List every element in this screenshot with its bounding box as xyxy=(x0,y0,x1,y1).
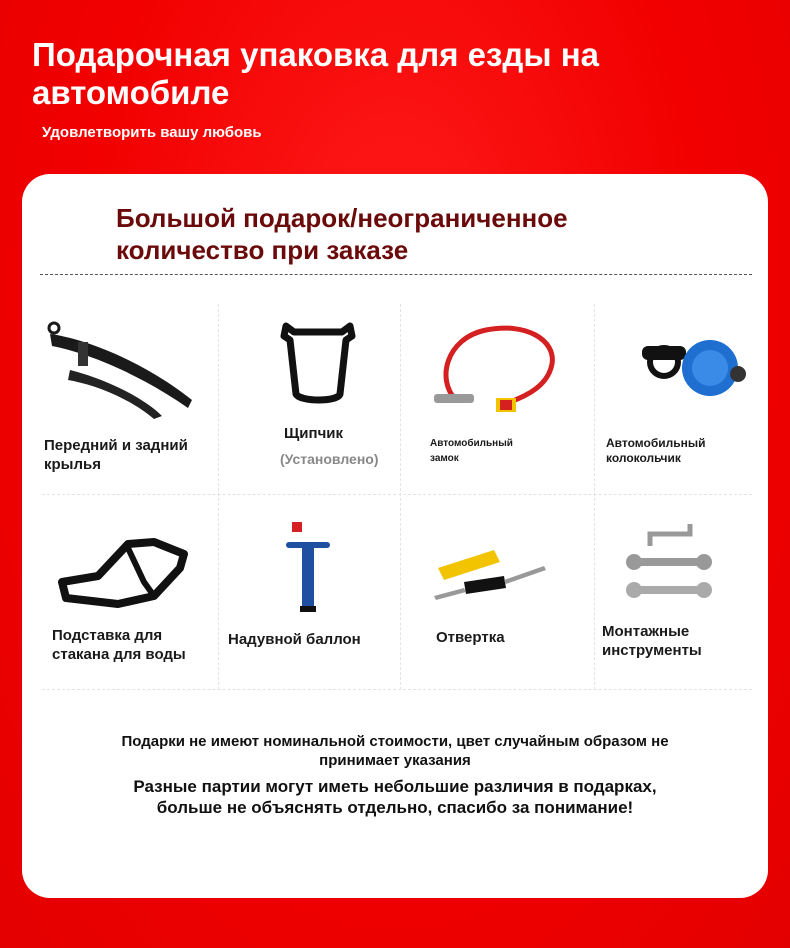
screwdriver-icon xyxy=(434,546,546,600)
item-label: Щипчик xyxy=(284,425,344,442)
grid-divider xyxy=(594,304,595,690)
item-label: Передний и задний крылья xyxy=(44,437,188,473)
item-label: Автомобильный колокольчик xyxy=(606,436,706,465)
grid-divider xyxy=(42,689,752,690)
disclaimer-note: Подарки не имеют номинальной стоимости, цвет случайным образом не принимает указания xyxy=(121,733,669,769)
grid-divider xyxy=(218,304,219,690)
pump-icon xyxy=(284,520,332,614)
gift-card xyxy=(22,174,768,898)
bell-icon xyxy=(638,322,748,412)
grid-divider xyxy=(400,304,401,690)
grid-divider xyxy=(42,494,752,495)
item-label: Монтажные инструменты xyxy=(602,623,702,659)
bike-clip-icon xyxy=(280,322,356,406)
variation-note: Разные партии могут иметь небольшие различия в подарках, больше не объяснять отдельно, спасибо за понимание! xyxy=(133,777,657,817)
item-label: Надувной баллон xyxy=(228,631,361,648)
card-heading: Большой подарок/неограниченное количество при заказе xyxy=(116,203,568,265)
cable-lock-icon xyxy=(426,320,566,416)
item-label: Автомобильный замок xyxy=(430,438,513,464)
item-note: (Установлено) xyxy=(280,451,379,467)
heading-divider xyxy=(40,274,752,275)
item-label: Подставка для стакана для воды xyxy=(52,627,186,663)
page-title: Подарочная упаковка для езды на автомобиле xyxy=(32,36,599,111)
fender-icon xyxy=(42,320,198,420)
tools-icon xyxy=(624,520,714,604)
bottle-cage-icon xyxy=(58,538,192,608)
item-label: Отвертка xyxy=(436,629,505,646)
page-subtitle: Удовлетворить вашу любовь xyxy=(42,124,262,141)
